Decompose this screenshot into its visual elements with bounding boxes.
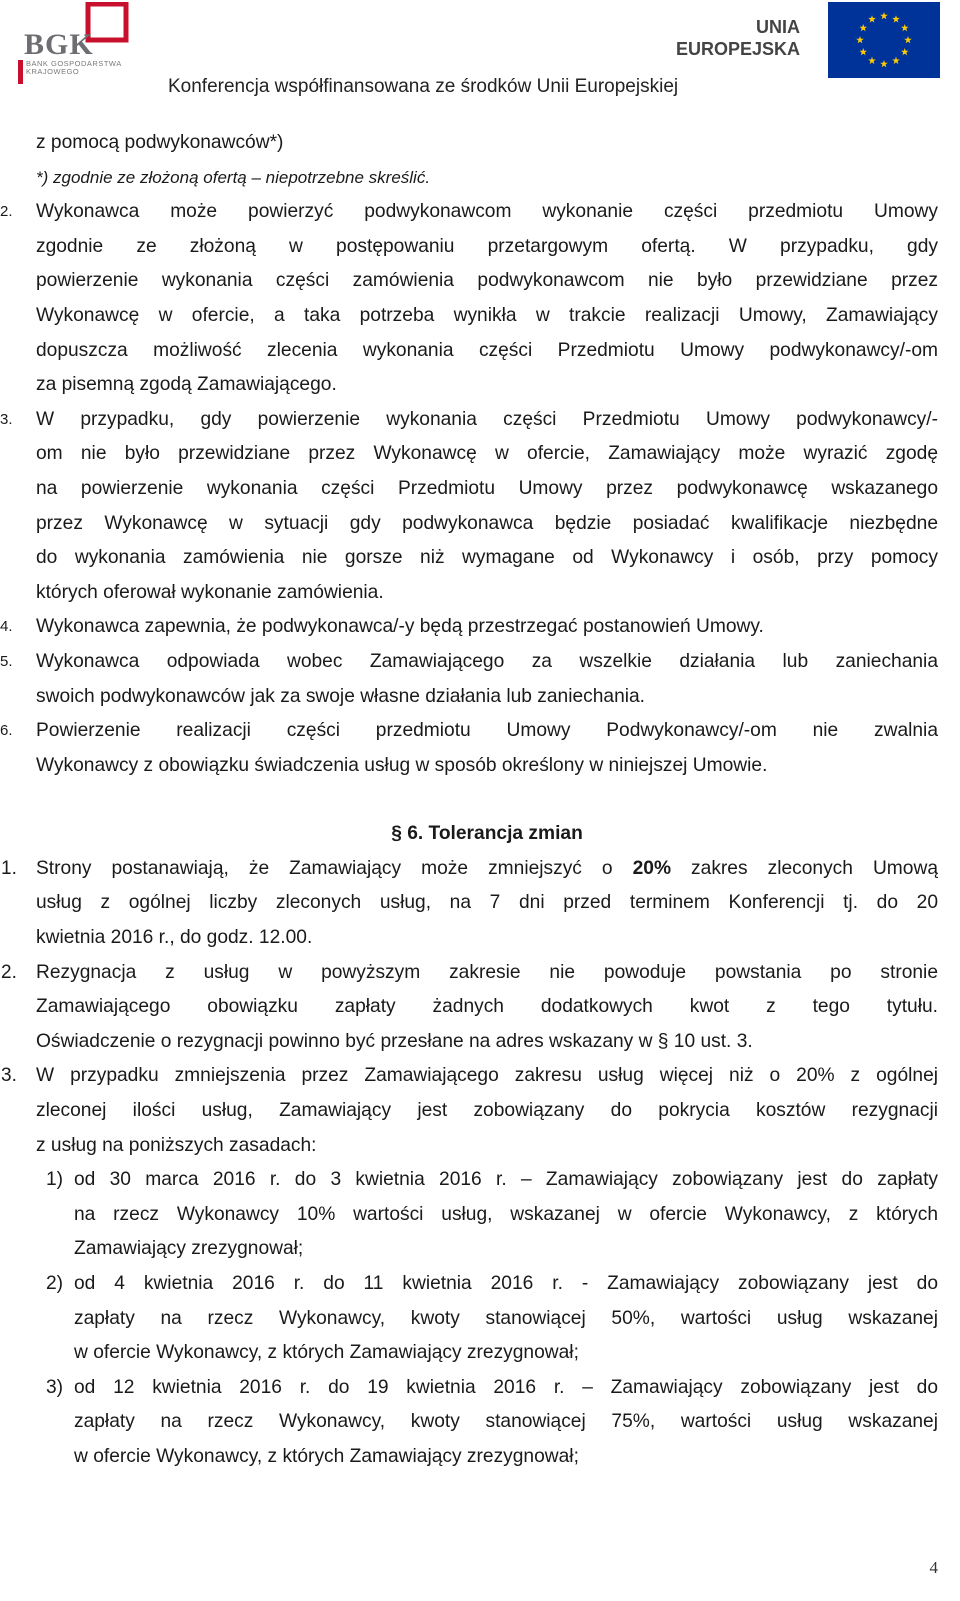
clause-item [1,1059,938,1474]
conference-banner: Konferencja współfinansowana ze środków Unii Europejskiej [168,76,679,97]
clause-line: Rezygnacja z usług w powyższym zakresie nie powoduje powstania po stronie [36,961,938,983]
clause-line: Oświadczenie o rezygnacji powinno być przesłane na adres wskazany w § 10 ust. 3. [36,1030,753,1052]
clause-number: 5. [0,652,13,670]
clause-line: Wykonawca może powierzyć podwykonawcom wykonanie części przedmiotu Umowy [36,201,938,223]
sub-item-number: 2) [46,1273,64,1294]
eu-label-line1: UNIA [756,17,800,37]
clause-number: 2. [1,961,17,983]
clause-line: Powierzenie realizacji części przedmiotu Umowy Podwykonawcy/-om nie zwalnia [36,720,938,742]
sub-item-line: zapłaty na rzecz Wykonawcy, kwoty stanowiącej 75%, wartości usług wskazanej [74,1411,938,1433]
clause-text: zakres zleconych Umową [671,857,938,879]
clause-line: Zamawiającego obowiązku zapłaty żadnych dodatkowych kwot z tego tytułu. [36,996,938,1018]
bgk-subtitle-line1: BANK GOSPODARSTWA [26,59,122,68]
clause-number: 4. [0,618,13,636]
clause-line: powierzenie wykonania części zamówienia podwykonawcom nie było przewidziane przez [36,270,938,292]
clause-number: 3. [0,410,13,428]
clause-line: za pisemną zgodą Zamawiającego. [36,374,337,396]
sub-item-line: zapłaty na rzecz Wykonawcy, kwoty stanowiącej 50%, wartości usług wskazanej [74,1307,938,1329]
clause-number: 2. [0,203,13,221]
clause-line: W przypadku zmniejszenia przez Zamawiającego zakresu usług więcej niż o 20% z ogólnej [36,1065,938,1087]
clause-line: W przypadku, gdy powierzenie wykonania części Przedmiotu Umowy podwykonawcy/- [36,408,938,430]
sub-item-line: Zamawiający zrezygnował; [74,1238,304,1260]
clause-line: dopuszcza możliwość zlecenia wykonania części Przedmiotu Umowy podwykonawcy/-om [36,339,938,361]
sub-item [36,1267,938,1371]
clause-line: kwietnia 2016 r., do godz. 12.00. [36,927,313,949]
clause-line: do wykonania zamówienia nie gorsze niż wymagane od Wykonawcy i osób, przy pomocy [36,547,938,569]
clause-line: om nie było przewidziane przez Wykonawcę w ofercie, Zamawiający może wyrazić zgodę [36,443,938,465]
clause-item [0,714,938,783]
sub-item-number: 1) [46,1169,64,1191]
sub-item [36,1371,938,1475]
clause-line: Wykonawca zapewnia, że podwykonawca/-y będą przestrzegać postanowień Umowy. [36,616,764,638]
eu-label [676,16,800,60]
clause-line: Wykonawca odpowiada wobec Zamawiającego za wszelkie działania lub zaniechania [36,650,938,672]
bgk-name: BGK [24,28,94,61]
sub-item-line: w ofercie Wykonawcy, z których Zamawiający zrezygnował; [74,1342,579,1364]
clause-number: 1. [1,857,17,879]
clause-line: zleconej ilości usług, Zamawiający jest zobowiązany do pokrycia kosztów rezygnacji [36,1100,938,1122]
intro-line: z pomocą podwykonawców*) [36,132,284,153]
eu-label-line2: EUROPEJSKA [675,39,800,59]
bold-percentage: 20% [632,857,672,879]
clause-number: 6. [0,722,13,740]
sub-item-line: w ofercie Wykonawcy, z których Zamawiający zrezygnował; [74,1445,579,1467]
clause-line: Wykonawcę w ofercie, a taka potrzeba wynikła w trakcie realizacji Umowy, Zamawiający [36,304,938,326]
clause-line: na powierzenie wykonania części Przedmiotu Umowy przez podwykonawcę wskazanego [36,477,938,499]
clause-number: 3. [1,1065,17,1087]
footnote: *) zgodnie ze złożoną ofertą – niepotrzebne skreślić. [36,167,431,187]
page-number: 4 [929,1558,938,1577]
clause-item [0,645,938,714]
sub-item-line: na rzecz Wykonawcy 10% wartości usług, wskazanej w ofercie Wykonawcy, z których [74,1203,938,1225]
clause-item [0,195,938,403]
sub-item-line: od 30 marca 2016 r. do 3 kwietnia 2016 r. – Zamawiający zobowiązany jest do zapłaty [74,1169,938,1191]
sub-item-line: od 12 kwietnia 2016 r. do 19 kwietnia 2016 r. – Zamawiający zobowiązany jest do [74,1376,938,1398]
sub-item [36,1163,938,1267]
clause-line: z usług na poniższych zasadach: [36,1134,317,1156]
clause-line: zgodnie ze złożoną w postępowaniu przetargowym ofertą. W przypadku, gdy [36,235,938,257]
sub-item-number: 3) [46,1376,64,1398]
sub-item-line: od 4 kwietnia 2016 r. do 11 kwietnia 2016 r. - Zamawiający zobowiązany jest do [74,1273,938,1294]
clause-item [1,956,938,1060]
bgk-subtitle-line2: KRAJOWEGO [26,67,80,76]
section-heading: § 6. Tolerancja zmian [391,823,583,845]
clause-line: usług z ogólnej liczby zleconych usług, na 7 dni przed terminem Konferencji tj. do 20 [36,892,938,914]
clause-line: przez Wykonawcę w sytuacji gdy podwykonawca będzie posiadać kwalifikacje niezbędne [36,512,938,534]
document-body [0,126,938,1475]
clause-line: swoich podwykonawców jak za swoje własne działania lub zaniechania. [36,685,646,707]
clause-line: których oferował wykonanie zamówienia. [36,581,384,603]
clause-line [36,852,938,887]
clause-item [0,610,938,645]
clause-line: Wykonawcy z obowiązku świadczenia usług w sposób określony w niniejszej Umowie. [36,754,768,776]
clause-item [1,852,938,956]
eu-flag-icon [828,2,940,78]
clause-text: Strony postanawiają, że Zamawiający może zmniejszyć o [36,857,633,879]
clause-item [0,403,938,611]
